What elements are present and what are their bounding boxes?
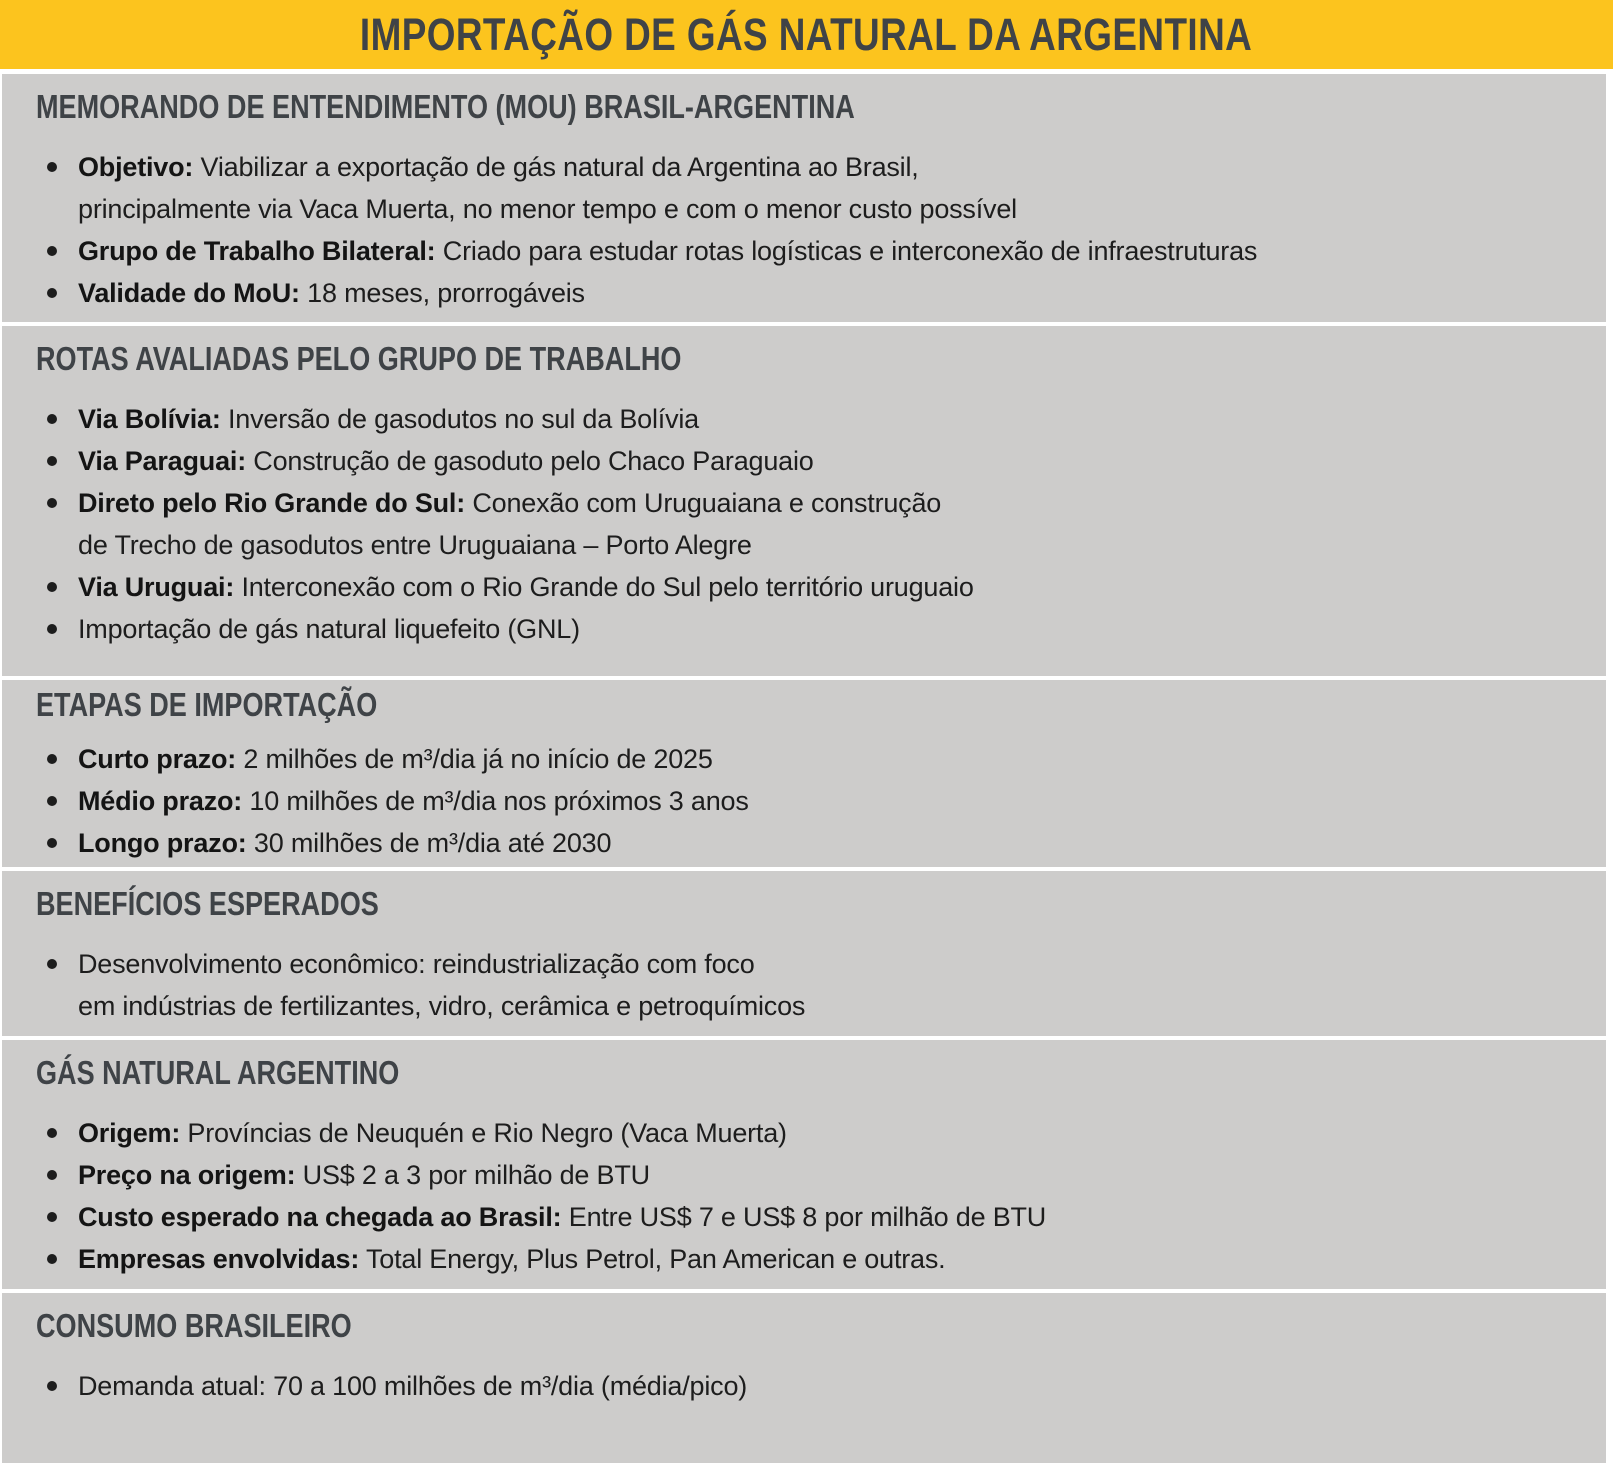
item-line: Importação de gás natural liquefeito (GNL) xyxy=(78,614,580,644)
item-line: principalmente via Vaca Muerta, no menor tempo e com o menor custo possível xyxy=(78,194,1017,224)
bullet-icon xyxy=(47,1170,57,1180)
section-heading: ETAPAS DE IMPORTAÇÃO xyxy=(36,686,378,723)
bullet-list xyxy=(36,1112,1576,1280)
item-lead: Grupo de Trabalho Bilateral: xyxy=(78,236,436,266)
list-item xyxy=(36,780,1576,822)
bullet-list xyxy=(36,738,1576,864)
item-line: Inversão de gasodutos no sul da Bolívia xyxy=(220,404,699,434)
item-line: 18 meses, prorrogáveis xyxy=(299,278,585,308)
item-text xyxy=(78,1365,747,1407)
list-item xyxy=(36,272,1576,314)
section-consumo xyxy=(2,1293,1606,1463)
item-line: Conexão com Uruguaiana e construção xyxy=(465,488,942,518)
bullet-icon xyxy=(47,582,57,592)
section-gas-argentino xyxy=(2,1040,1606,1289)
item-line: Entre US$ 7 e US$ 8 por milhão de BTU xyxy=(561,1202,1047,1232)
item-line: de Trecho de gasodutos entre Uruguaiana – Porto Alegre xyxy=(78,530,752,560)
bullet-icon xyxy=(47,456,57,466)
item-text xyxy=(78,943,805,1027)
item-lead: Médio prazo: xyxy=(78,786,243,816)
list-item xyxy=(36,230,1576,272)
item-text xyxy=(78,608,580,650)
bullet-icon xyxy=(47,498,57,508)
bullet-icon xyxy=(47,288,57,298)
list-item xyxy=(36,1196,1576,1238)
item-line: Viabilizar a exportação de gás natural da Argentina ao Brasil, xyxy=(193,152,919,182)
list-item xyxy=(36,566,1576,608)
bullet-icon xyxy=(47,838,57,848)
item-line: Construção de gasoduto pelo Chaco Paraguaio xyxy=(245,446,814,476)
list-item xyxy=(36,1365,1576,1407)
section-beneficios xyxy=(2,871,1606,1036)
item-lead: Via Uruguai: xyxy=(78,572,235,602)
item-lead: Via Bolívia: xyxy=(78,404,221,434)
item-lead: Via Paraguai: xyxy=(78,446,246,476)
item-line: Total Energy, Plus Petrol, Pan American e outras. xyxy=(359,1244,946,1274)
bullet-icon xyxy=(47,414,57,424)
bullet-icon xyxy=(47,754,57,764)
bullet-icon xyxy=(47,246,57,256)
item-text xyxy=(78,1112,787,1154)
sections-container xyxy=(0,74,1613,1463)
item-lead: Origem: xyxy=(78,1118,181,1148)
section-memorando xyxy=(2,74,1606,322)
section-heading: BENEFÍCIOS ESPERADOS xyxy=(36,885,379,922)
bullet-icon xyxy=(47,1254,57,1264)
item-line: em indústrias de fertilizantes, vidro, cerâmica e petroquímicos xyxy=(78,991,806,1021)
list-item xyxy=(36,1238,1576,1280)
item-lead: Preço na origem: xyxy=(78,1160,296,1190)
bullet-list xyxy=(36,943,1576,1027)
list-item xyxy=(36,608,1576,650)
section-heading: GÁS NATURAL ARGENTINO xyxy=(36,1054,400,1091)
item-lead: Curto prazo: xyxy=(78,744,237,774)
bullet-list xyxy=(36,1365,1576,1407)
bullet-icon xyxy=(47,624,57,634)
bullet-list xyxy=(36,146,1576,314)
item-text xyxy=(78,1238,945,1280)
item-lead: Longo prazo: xyxy=(78,828,247,858)
bullet-icon xyxy=(47,162,57,172)
list-item xyxy=(36,822,1576,864)
list-item xyxy=(36,146,1576,230)
bullet-icon xyxy=(47,1381,57,1391)
list-item xyxy=(36,738,1576,780)
bullet-icon xyxy=(47,796,57,806)
item-lead: Objetivo: xyxy=(78,152,194,182)
item-text xyxy=(78,146,1017,230)
item-text xyxy=(78,1196,1046,1238)
item-line: Demanda atual: 70 a 100 milhões de m³/dia (média/pico) xyxy=(78,1371,748,1401)
item-line: Províncias de Neuquén e Rio Negro (Vaca Muerta) xyxy=(180,1118,787,1148)
item-line: US$ 2 a 3 por milhão de BTU xyxy=(295,1160,650,1190)
item-line: Interconexão com o Rio Grande do Sul pelo território uruguaio xyxy=(234,572,974,602)
item-line: 2 milhões de m³/dia já no início de 2025 xyxy=(236,744,713,774)
item-lead: Direto pelo Rio Grande do Sul: xyxy=(78,488,466,518)
item-line: Criado para estudar rotas logísticas e interconexão de infraestruturas xyxy=(435,236,1258,266)
item-text xyxy=(78,482,941,566)
section-etapas xyxy=(2,680,1606,867)
item-line: Desenvolvimento econômico: reindustrialização com foco xyxy=(78,949,755,979)
list-item xyxy=(36,482,1576,566)
section-heading: CONSUMO BRASILEIRO xyxy=(36,1307,352,1344)
section-heading: ROTAS AVALIADAS PELO GRUPO DE TRABALHO xyxy=(36,340,682,377)
bullet-list xyxy=(36,398,1576,650)
item-text xyxy=(78,230,1257,272)
item-text xyxy=(78,1154,650,1196)
bullet-icon xyxy=(47,1128,57,1138)
title-banner xyxy=(0,0,1613,69)
list-item xyxy=(36,440,1576,482)
item-text xyxy=(78,272,585,314)
list-item xyxy=(36,1154,1576,1196)
item-text xyxy=(78,566,974,608)
page-title: IMPORTAÇÃO DE GÁS NATURAL DA ARGENTINA xyxy=(360,8,1253,60)
list-item xyxy=(36,1112,1576,1154)
item-lead: Validade do MoU: xyxy=(78,278,300,308)
section-heading: MEMORANDO DE ENTENDIMENTO (MOU) BRASIL-ARGENTINA xyxy=(36,88,855,125)
bullet-icon xyxy=(47,1212,57,1222)
list-item xyxy=(36,943,1576,1027)
item-lead: Empresas envolvidas: xyxy=(78,1244,360,1274)
bullet-icon xyxy=(47,959,57,969)
item-text xyxy=(78,738,713,780)
item-text xyxy=(78,398,699,440)
item-text xyxy=(78,440,814,482)
item-text xyxy=(78,822,611,864)
list-item xyxy=(36,398,1576,440)
item-lead: Custo esperado na chegada ao Brasil: xyxy=(78,1202,562,1232)
item-text xyxy=(78,780,749,822)
item-line: 10 milhões de m³/dia nos próximos 3 anos xyxy=(242,786,749,816)
item-line: 30 milhões de m³/dia até 2030 xyxy=(246,828,612,858)
section-rotas xyxy=(2,326,1606,676)
